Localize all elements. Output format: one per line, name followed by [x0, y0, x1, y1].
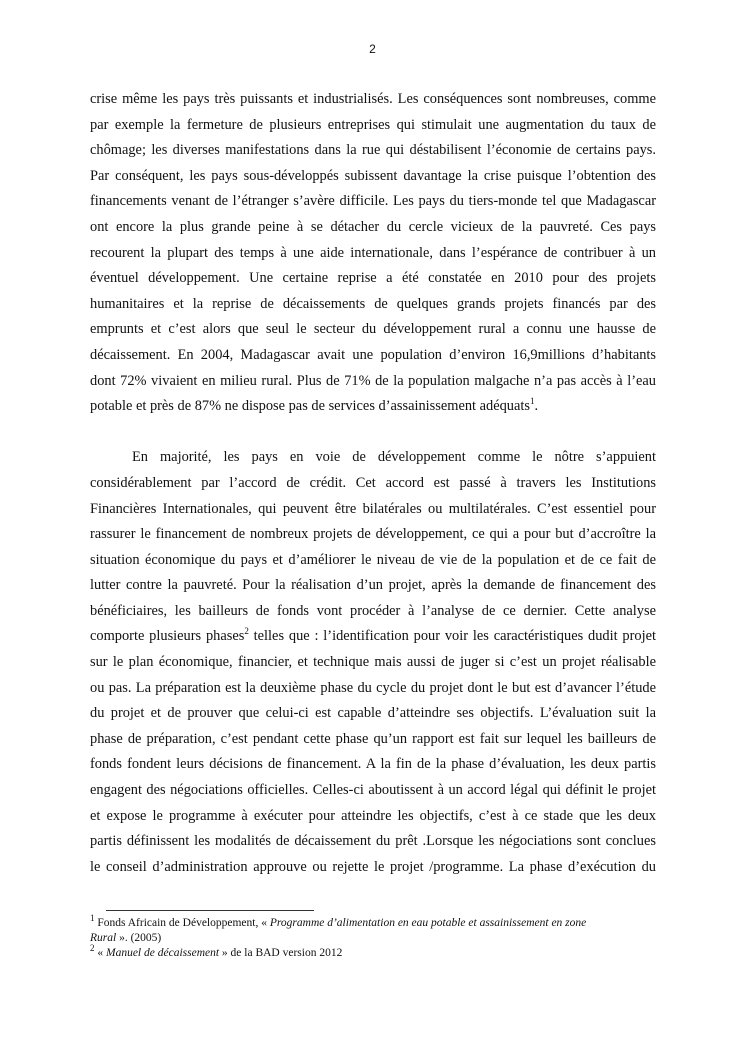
footnote-title: Rural: [90, 932, 117, 944]
text-line: Par conséquent, les pays sous-développés subissent davantage la crise puisque l’obtention des: [90, 167, 656, 184]
text-line: et expose le programme à exécuter pour atteindre les objectifs, c’est à ce stade que les deux: [90, 807, 656, 824]
text-line: rassurer le financement de nombreux projets de développement, ce qui a pour but d’accroître la: [90, 526, 656, 543]
text-line: considérablement par l’accord de crédit. Cet accord est passé à travers les Institutions: [90, 474, 656, 491]
footnotes: [90, 913, 690, 961]
text-fragment: .: [534, 398, 539, 415]
text-line: [90, 624, 656, 650]
text-line: situation économique du pays et d’améliorer le niveau de vie de la population et de ce fait de: [90, 551, 656, 568]
text-line: lutter contre la pauvreté. Pour la réalisation d’un projet, après la demande de financement des: [90, 577, 656, 594]
text-line: par exemple la fermeture de plusieurs entreprises qui stimulait une augmentation du taux de: [90, 116, 656, 133]
text-line: partis définissent les modalités de décaissement du prêt .Lorsque les négociations sont conclues: [90, 833, 656, 850]
footnote-title: Programme d’alimentation en eau potable et assainissement en zone: [269, 917, 587, 929]
footnote-text: Fonds Africain de Développement, «: [94, 917, 270, 929]
footnote-text: ». (2005): [116, 932, 162, 944]
text-line: éventuel développement. Une certaine reprise a été constatée en 2010 pour des projets: [90, 270, 656, 287]
body-text: [90, 87, 656, 880]
footnote-ref[interactable]: 2: [244, 626, 249, 637]
text-line: sur le plan économique, financier, et technique mais aussi de juger si c’est un projet réalisable: [90, 654, 656, 671]
text-fragment: potable et près de 87% ne dispose pas de services d’assainissement adéquats: [90, 398, 530, 415]
text-line: bénéficiaires, les bailleurs de fonds vont procéder à l’analyse de ce dernier. Cette analyse: [90, 602, 656, 619]
text-line: [90, 394, 656, 420]
paragraph-1: [90, 87, 656, 420]
text-line: ou pas. La préparation est la deuxième phase du cycle du projet dont le but est d’avancer l’étude: [90, 679, 656, 696]
footnote-separator: [106, 910, 314, 911]
footnote-mark: 2: [90, 943, 95, 954]
text-line: engagent des négociations officielles. Celles-ci aboutissent à un accord légal qui définit le projet: [90, 782, 656, 799]
text-line: dont 72% vivaient en milieu rural. Plus de 71% de la population malgache n’a pas accès à l’eau: [90, 372, 656, 389]
text-fragment: telles que : l’identification pour voir les caractéristiques dudit projet: [248, 628, 656, 645]
footnote-title: Manuel de décaissement: [106, 947, 220, 959]
page-number: 2: [369, 42, 376, 56]
text-line: financements venant de l’étranger s’avère difficile. Les pays du tiers-monde tel que Madagascar: [90, 193, 656, 210]
text-line: phase de préparation, c’est pendant cette phase qu’un rapport est fait sur lequel les bailleurs de: [90, 730, 656, 747]
text-line: ont encore la plus grande peine à se détacher du cercle vicieux de la pauvreté. Ces pays: [90, 218, 656, 235]
text-line: En majorité, les pays en voie de développement comme le nôtre s’appuient: [132, 449, 656, 466]
footnote-mark: 1: [90, 913, 95, 924]
footnote-text: » de la BAD version 2012: [219, 947, 343, 959]
text-line: chômage; les diverses manifestations dans la rue qui déstabilisent l’économie de certains pays.: [90, 142, 656, 159]
text-line: emprunts et c’est alors que seul le secteur du développement rural a connu une hausse de: [90, 321, 656, 338]
text-fragment: comporte plusieurs phases: [90, 628, 245, 645]
text-line: recourent la plupart des temps à une aide internationale, dans l’espérance de contribuer à un: [90, 244, 656, 261]
text-line: Financières Internationales, qui peuvent être bilatérales ou multilatérales. C’est essentiel pour: [90, 500, 656, 517]
text-line: du projet et de prouver que celui-ci est capable d’atteindre ses objectifs. L’évaluation suit la: [90, 705, 656, 722]
paragraph-2: [90, 445, 656, 880]
text-line: décaissement. En 2004, Madagascar avait une population d’environ 16,9millions d’habitants: [90, 346, 656, 363]
text-line: humanitaires et la reprise de décaissements de quelques grands projets financés par des: [90, 295, 656, 312]
text-line: le conseil d’administration approuve ou rejette le projet /programme. La phase d’exécution du: [90, 858, 656, 875]
footnote-ref[interactable]: 1: [529, 396, 535, 407]
footnote-2: [90, 943, 690, 961]
paragraph-gap: [90, 420, 656, 446]
footnote-text: «: [94, 947, 106, 959]
footnote-1: [90, 913, 690, 946]
text-line: crise même les pays très puissants et industrialisés. Les conséquences sont nombreuses, comme: [90, 91, 656, 107]
text-line: fonds fondent leurs décisions de financement. A la fin de la phase d’évaluation, les deux partis: [90, 756, 656, 773]
